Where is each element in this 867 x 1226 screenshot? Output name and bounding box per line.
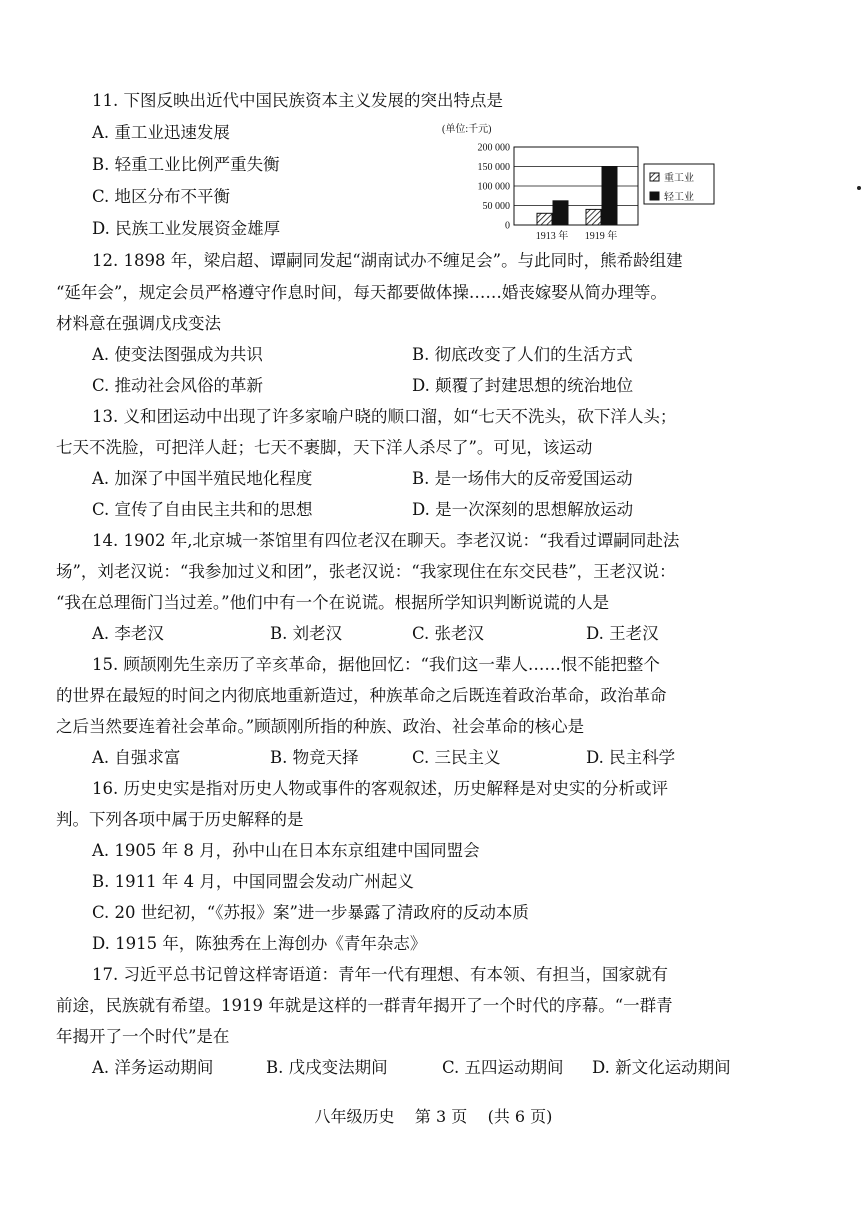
legend-swatch — [650, 192, 659, 200]
q17-option-c: C. 五四运动期间 — [442, 1058, 564, 1077]
q13-option-b: B. 是一场伟大的反帝爱国运动 — [412, 469, 633, 488]
q11-option-a: A. 重工业迅速发展 — [92, 123, 230, 142]
bar-重工业-1919 年 — [586, 209, 601, 225]
q14-option-d: D. 王老汉 — [586, 624, 659, 643]
y-tick-label: 0 — [505, 220, 510, 232]
q13-option-a: A. 加深了中国半殖民地化程度 — [92, 469, 313, 488]
q17-option-d: D. 新文化运动期间 — [592, 1058, 731, 1077]
y-tick-label: 150 000 — [477, 162, 510, 173]
margin-mark — [857, 186, 861, 190]
q15-option-c: C. 三民主义 — [412, 748, 501, 767]
question-13-stem-line-2: 七天不洗脸，可把洋人赶；七天不裹脚，天下洋人杀尽了”。可见，该运动 — [56, 438, 593, 457]
q16-option-d: D. 1915 年，陈独秀在上海创办《青年杂志》 — [92, 934, 427, 953]
q12-option-d: D. 颠覆了封建思想的统治地位 — [412, 376, 634, 395]
question-15-stem-line-2: 的世界在最短的时间之内彻底地重新造过，种族革命之后既连着政治革命，政治革命 — [56, 686, 667, 705]
question-12-stem-line-1: 12. 1898 年，梁启超、谭嗣同发起“湖南试办不缠足会”。与此同时，熊希龄组建 — [92, 251, 683, 270]
x-category-label: 1913 年 — [535, 231, 569, 242]
q16-option-b: B. 1911 年 4 月，中国同盟会发动广州起义 — [92, 872, 414, 891]
q16-option-a: A. 1905 年 8 月，孙中山在日本东京组建中国同盟会 — [92, 841, 480, 860]
q11-option-d: D. 民族工业发展资金雄厚 — [92, 219, 281, 238]
question-16-stem-line-2: 判。下列各项中属于历史解释的是 — [56, 810, 304, 829]
industry-bar-chart — [436, 120, 726, 245]
chart-unit-label: (单位:千元) — [442, 124, 492, 135]
q17-option-b: B. 戊戌变法期间 — [266, 1058, 388, 1077]
q12-option-c: C. 推动社会风俗的革新 — [92, 376, 264, 395]
q17-option-a: A. 洋务运动期间 — [92, 1058, 214, 1077]
question-17-stem-line-2: 前途，民族就有希望。1919 年就是这样的一群青年揭开了一个时代的序幕。“一群青 — [56, 996, 673, 1015]
question-13-stem-line-1: 13. 义和团运动中出现了许多家喻户晓的顺口溜，如“七天不洗头，砍下洋人头； — [92, 407, 677, 426]
y-tick-label: 100 000 — [477, 181, 510, 193]
x-category-label: 1919 年 — [584, 231, 618, 242]
legend-swatch — [650, 173, 659, 181]
bar-轻工业-1913 年 — [553, 201, 568, 225]
q16-option-c: C. 20 世纪初，“《苏报》案”进一步暴露了清政府的反动本质 — [92, 903, 529, 922]
q14-option-c: C. 张老汉 — [412, 624, 485, 643]
question-12-stem-line-3: 材料意在强调戊戌变法 — [56, 314, 221, 333]
chart-legend — [644, 164, 714, 204]
q11-option-b: B. 轻重工业比例严重失衡 — [92, 155, 280, 174]
y-tick-label: 50 000 — [482, 201, 510, 212]
q13-option-d: D. 是一次深刻的思想解放运动 — [412, 500, 634, 519]
question-12-stem-line-2: “延年会”，规定会员严格遵守作息时间，每天都要做体操……婚丧嫁娶从简办理等。 — [56, 283, 667, 302]
chart-bars — [537, 167, 617, 226]
chart-y-ticks — [478, 143, 511, 232]
bar-重工业-1913 年 — [537, 213, 552, 225]
question-17-stem-line-1: 17. 习近平总书记曾这样寄语道：青年一代有理想、有本领、有担当，国家就有 — [92, 965, 668, 984]
legend-label: 重工业 — [664, 173, 694, 184]
q15-option-d: D. 民主科学 — [586, 748, 676, 767]
q12-option-b: B. 彻底改变了人们的生活方式 — [412, 345, 633, 364]
q15-option-a: A. 自强求富 — [92, 748, 181, 767]
question-17-stem-line-3: 年揭开了一个时代”是在 — [56, 1027, 230, 1046]
q13-option-c: C. 宣传了自由民主共和的思想 — [92, 500, 313, 519]
question-11-stem: 11. 下图反映出近代中国民族资本主义发展的突出特点是 — [92, 91, 503, 110]
y-tick-label: 200 000 — [477, 142, 510, 154]
q15-option-b: B. 物竞天择 — [270, 748, 359, 767]
page-footer: 八年级历史 第 3 页 (共 6 页) — [314, 1107, 553, 1126]
question-15-stem-line-1: 15. 顾颉刚先生亲历了辛亥革命，据他回忆：“我们这一辈人……恨不能把整个 — [92, 655, 660, 674]
q14-option-a: A. 李老汉 — [92, 624, 164, 643]
bar-轻工业-1919 年 — [602, 167, 617, 226]
chart-grid — [514, 147, 638, 225]
chart-categories — [536, 229, 618, 242]
question-15-stem-line-3: 之后当然要连着社会革命。”顾颉刚所指的种族、政治、社会革命的核心是 — [56, 717, 585, 736]
q12-option-a: A. 使变法图强成为共识 — [92, 345, 263, 364]
question-14-stem-line-3: “我在总理衙门当过差。”他们中有一个在说谎。根据所学知识判断说谎的人是 — [56, 593, 610, 612]
q11-option-c: C. 地区分布不平衡 — [92, 187, 231, 206]
question-16-stem-line-1: 16. 历史史实是指对历史人物或事件的客观叙述，历史解释是对史实的分析或评 — [92, 779, 668, 798]
question-14-stem-line-2: 场”，刘老汉说：“我参加过义和团”，张老汉说：“我家现住在东交民巷”，王老汉说： — [56, 562, 676, 581]
question-14-stem-line-1: 14. 1902 年,北京城一茶馆里有四位老汉在聊天。李老汉说：“我看过谭嗣同赴法 — [92, 531, 680, 550]
q14-option-b: B. 刘老汉 — [270, 624, 343, 643]
legend-label: 轻工业 — [664, 192, 694, 203]
